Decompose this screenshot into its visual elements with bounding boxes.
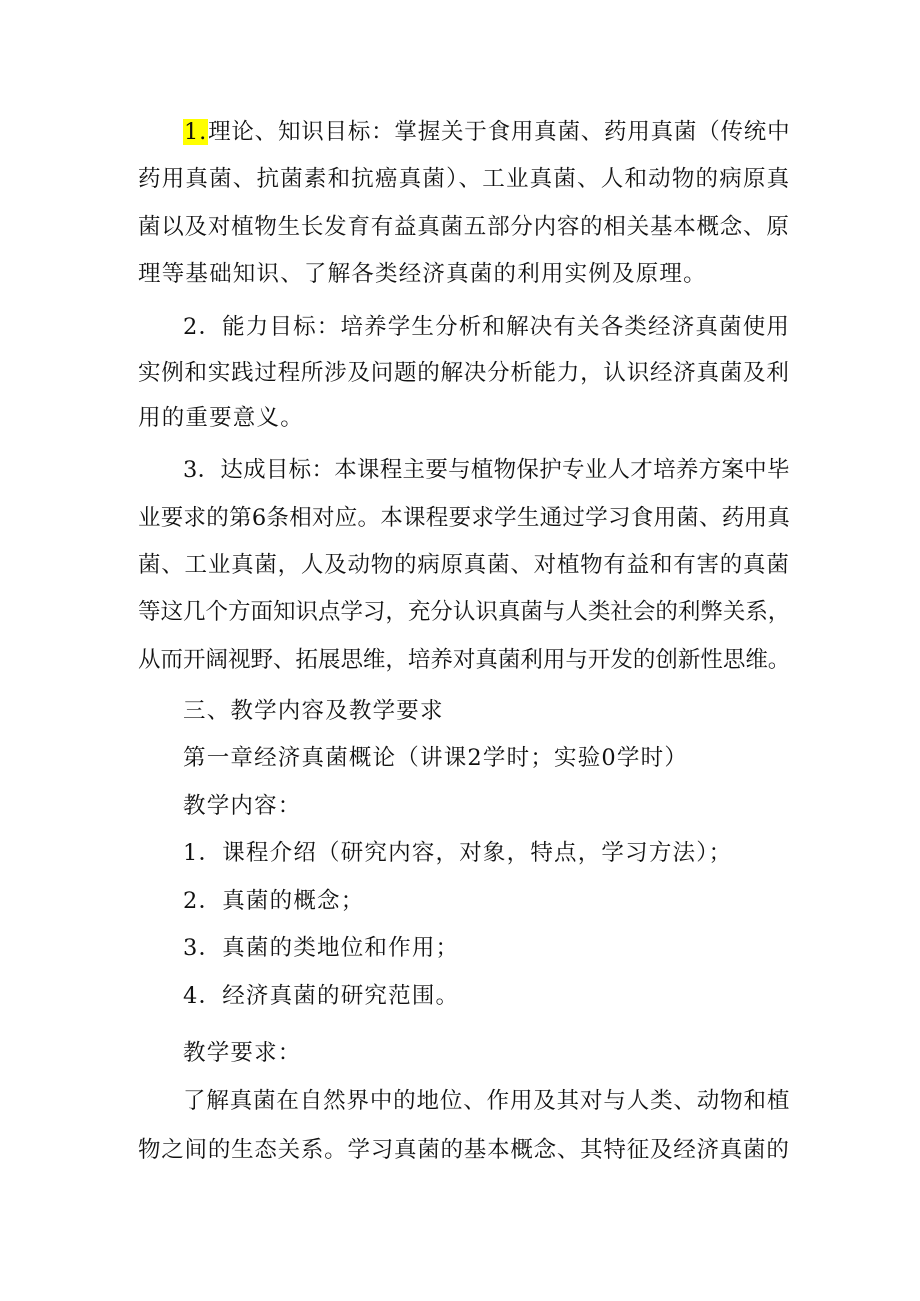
content-item-2: 2．真菌的概念； — [183, 888, 365, 914]
section-heading: 三、教学内容及教学要求 — [183, 698, 444, 724]
paragraph-2-line-1: 2．能力目标：培养学生分析和解决有关各类经济真菌使用 — [183, 314, 791, 340]
paragraph-3-line-2: 业要求的第6条相对应。本课程要求学生通过学习食用菌、药用真 — [138, 505, 791, 531]
chapter-title: 第一章经济真菌概论（讲课2学时；实验0学时） — [183, 745, 689, 771]
paragraph-1-line-1: 1.理论、知识目标：掌握关于食用真菌、药用真菌（传统中 — [184, 119, 791, 145]
paragraph-3-line-5: 从而开阔视野、拓展思维，培养对真菌利用与开发的创新性思维。 — [138, 647, 791, 673]
content-item-1: 1．课程介绍（研究内容，对象，特点，学习方法）； — [183, 840, 733, 866]
paragraph-1-line-2: 药用真菌、抗菌素和抗癌真菌）、工业真菌、人和动物的病原真 — [138, 166, 791, 192]
paragraph-2-line-3: 用的重要意义。 — [138, 405, 304, 431]
teaching-content-label: 教学内容： — [183, 793, 302, 819]
requirements-line-2: 物之间的生态关系。学习真菌的基本概念、其特征及经济真菌的 — [138, 1137, 790, 1163]
content-item-3: 3．真菌的类地位和作用； — [183, 935, 460, 961]
paragraph-2-line-2: 实例和实践过程所涉及问题的解决分析能力，认识经济真菌及利 — [138, 360, 790, 386]
paragraph-1-line-3: 菌以及对植物生长发育有益真菌五部分内容的相关基本概念、原 — [138, 214, 790, 240]
paragraph-3-line-4: 等这几个方面知识点学习，充分认识真菌与人类社会的利弊关系， — [138, 599, 791, 625]
content-item-4: 4．经济真菌的研究范围。 — [183, 983, 460, 1009]
paragraph-3-line-1: 3．达成目标：本课程主要与植物保护专业人才培养方案中毕 — [183, 457, 790, 483]
requirements-line-1: 了解真菌在自然界中的地位、作用及其对与人类、动物和植 — [183, 1088, 791, 1114]
paragraph-3-line-3: 菌、工业真菌，人及动物的病原真菌、对植物有益和有害的真菌 — [138, 552, 790, 578]
teaching-requirements-label: 教学要求： — [183, 1040, 302, 1066]
highlighted-list-number: 1. — [184, 119, 208, 145]
paragraph-1-line-4: 理等基础知识、了解各类经济真菌的利用实例及原理。 — [138, 261, 707, 287]
